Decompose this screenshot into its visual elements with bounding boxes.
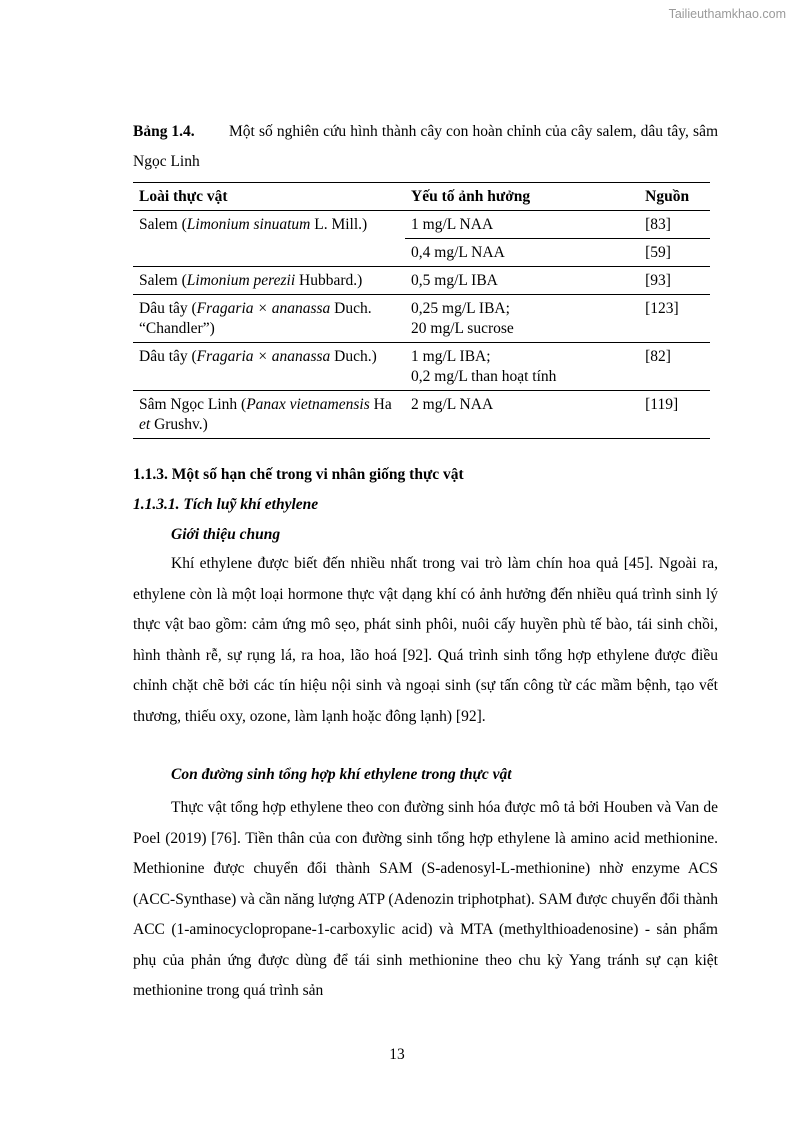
table-caption-label: Bảng 1.4. (133, 123, 195, 140)
source-cell: [119] (639, 391, 710, 439)
table-header-row (133, 183, 710, 211)
table-caption-text: Một số nghiên cứu hình thành cây con hoàn chỉnh của cây salem, dâu tây, sâm Ngọc Linh (133, 123, 718, 170)
table-row (133, 267, 710, 295)
header-factor: Yếu tố ảnh hưởng (405, 183, 639, 211)
data-table (133, 182, 710, 439)
watermark: Tailieuthamkhao.com (668, 7, 786, 21)
subheading-intro: Giới thiệu chung (171, 526, 281, 543)
table-row (133, 239, 710, 267)
subheading-pathway: Con đường sinh tổng hợp khí ethylene trong thực vật (171, 766, 512, 783)
table-row (133, 391, 710, 439)
paragraph-intro: Khí ethylene được biết đến nhiều nhất trong vai trò làm chín hoa quả [45]. Ngoài ra, ethylene còn là một loại hormone thực vật dạng khí có ảnh hưởng đến nhiều quá trình sinh lý thực vật bao gồm: cảm ứng mô sẹo, phát sinh phôi, nuôi cấy huyền phù tế bào, tái sinh chồi, hình thành rễ, sự rụng lá, ra hoa, lão hoá [92]. Quá trình sinh tổng hợp ethylene được điều chỉnh chặt chẽ bởi các tín hiệu nội sinh và ngoại sinh (sự tấn công từ các mầm bệnh, tạo vết thương, thiếu oxy, ozone, làm lạnh hoặc đông lạnh) [92]. (133, 555, 718, 725)
table-caption (133, 117, 718, 177)
species-cell: Dâu tây (Fragaria × ananassa Duch. “Chandler”) (133, 295, 405, 343)
factor-cell: 1 mg/L NAA (405, 211, 639, 239)
page-number: 13 (389, 1046, 405, 1063)
factor-cell: 0,4 mg/L NAA (405, 239, 639, 267)
paragraph-pathway: Thực vật tổng hợp ethylene theo con đường sinh hóa được mô tả bởi Houben và Van de Poel (2019) [76]. Tiền thân của con đường sinh tổng hợp ethylene là amino acid methionine. Methionine được chuyển đổi thành SAM (S-adenosyl-L-methionine) nhờ enzyme ACS (ACC-Synthase) và cần năng lượng ATP (Adenozin triphotphat). SAM được chuyển đổi thành ACC (1-aminocyclopropane-1-carboxylic acid) và MTA (methylthioadenosine) - sản phẩm phụ của phản ứng được dùng để tái sinh methionine theo chu kỳ Yang tránh sự cạn kiệt methionine trong quá trình sản (133, 799, 718, 999)
source-cell: [82] (639, 343, 710, 391)
header-source: Nguồn (639, 183, 710, 211)
source-cell: [83] (639, 211, 710, 239)
table-row (133, 295, 710, 343)
species-cell: Dâu tây (Fragaria × ananassa Duch.) (133, 343, 405, 391)
subsection-heading: 1.1.3.1. Tích luỹ khí ethylene (133, 496, 319, 513)
source-cell: [93] (639, 267, 710, 295)
table-row (133, 211, 710, 239)
source-cell: [59] (639, 239, 710, 267)
species-cell: Salem (Limonium sinuatum L. Mill.) (139, 216, 368, 233)
species-cell: Salem (Limonium perezii Hubbard.) (133, 267, 405, 295)
factor-cell: 1 mg/L IBA; 0,2 mg/L than hoạt tính (405, 343, 639, 391)
species-cell (133, 239, 405, 267)
header-species: Loài thực vật (133, 183, 405, 211)
table-row (133, 343, 710, 391)
factor-cell: 0,5 mg/L IBA (405, 267, 639, 295)
factor-cell: 0,25 mg/L IBA; 20 mg/L sucrose (405, 295, 639, 343)
source-cell: [123] (639, 295, 710, 343)
species-cell: Sâm Ngọc Linh (Panax vietnamensis Ha et Grushv.) (133, 391, 405, 439)
factor-cell: 2 mg/L NAA (405, 391, 639, 439)
section-heading: 1.1.3. Một số hạn chế trong vi nhân giống thực vật (133, 466, 464, 483)
